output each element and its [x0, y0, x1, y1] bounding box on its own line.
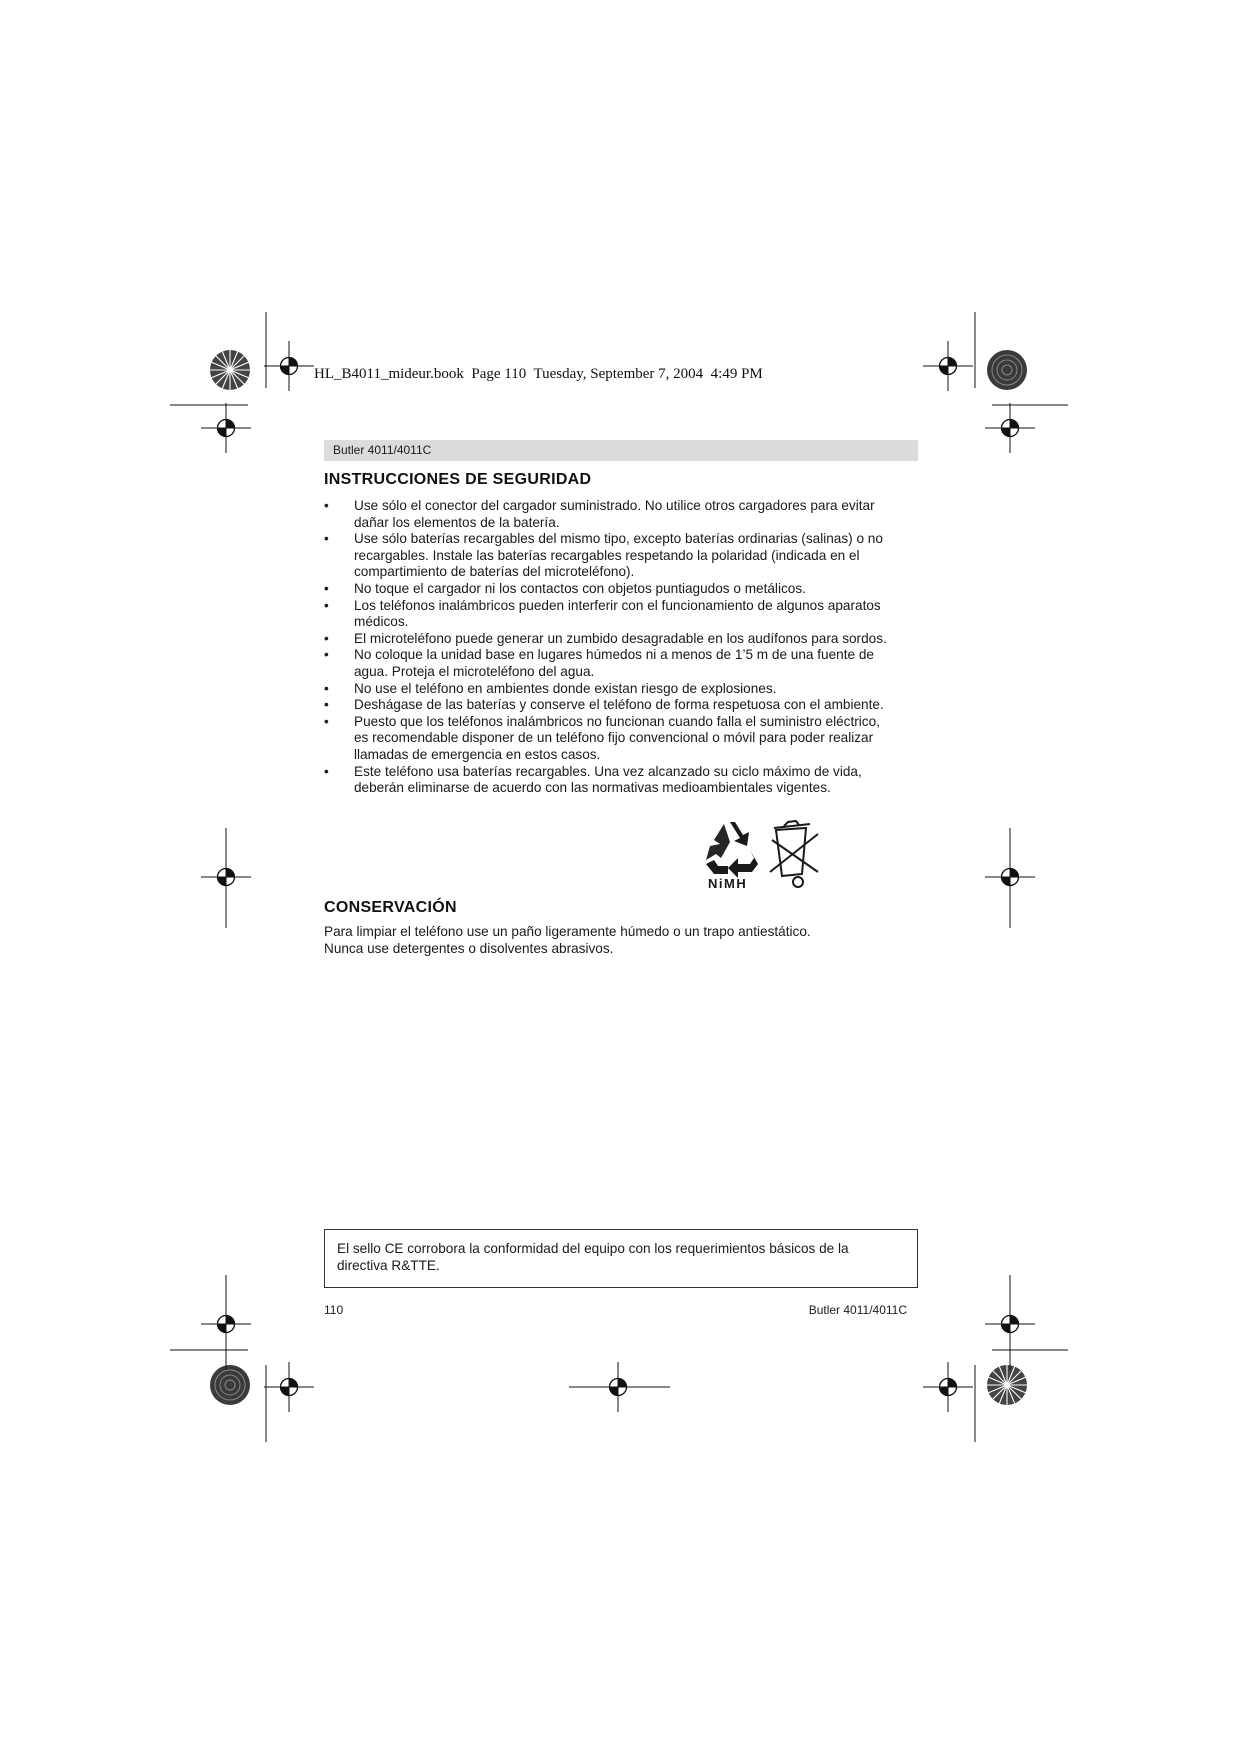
page-number: 110 — [324, 1303, 344, 1317]
slug-date: Tuesday, September 7, 2004 — [533, 366, 704, 382]
bullet: • — [324, 680, 329, 696]
safety-list — [324, 498, 924, 797]
bullet: • — [324, 630, 329, 646]
bullet: • — [324, 531, 329, 547]
bullet: • — [324, 647, 329, 663]
list-item: • Los teléfonos inalámbricos pueden interferir con el funcionamiento de algunos aparatos médicos. — [324, 597, 881, 630]
list-item: • Deshágase de las baterías y conserve el teléfono de forma respetuosa con el ambiente. — [324, 697, 884, 713]
slug-page: Page 110 — [471, 366, 527, 382]
bullet: • — [324, 713, 329, 729]
list-item: • No use el teléfono en ambientes donde existan riesgo de explosiones. — [324, 680, 777, 696]
list-item: • Use sólo el conector del cargador suministrado. No utilice otros cargadores para evitar dañar los elementos de la batería. — [324, 498, 875, 530]
bullet: • — [324, 697, 329, 713]
bullet: • — [324, 763, 329, 779]
crossed-bin-icon — [770, 821, 818, 887]
print-slug — [314, 366, 763, 383]
running-header — [324, 440, 918, 461]
list-item: • El microteléfono puede generar un zumbido desagradable en los audífonos para sordos. — [324, 630, 887, 646]
header-product: Butler 4011/4011C — [333, 443, 432, 457]
disposal-symbols — [700, 820, 830, 892]
maintenance-text: Para limpiar el teléfono use un paño ligeramente húmedo o un trapo antiestático. Nunca use detergentes o disolventes abrasivos. — [324, 924, 811, 956]
footer-product: Butler 4011/4011C — [808, 1303, 907, 1317]
recycle-icon — [706, 822, 758, 878]
list-item: • No toque el cargador ni los contactos con objetos puntiagudos o metálicos. — [324, 580, 806, 596]
ce-notice-box: El sello CE corrobora la conformidad del equipo con los requerimientos básicos de la directiva R&TTE. — [324, 1229, 918, 1288]
battery-type-label: NiMH — [708, 876, 748, 891]
slug-file: HL_B4011_mideur.book — [314, 366, 464, 382]
list-item: • No coloque la unidad base en lugares húmedos ni a menos de 1’5 m de una fuente de agua. Proteja el microteléfono del agua. — [324, 647, 874, 679]
safety-title: INSTRUCCIONES DE SEGURIDAD — [324, 471, 592, 488]
bullet: • — [324, 580, 329, 596]
list-item: • Use sólo baterías recargables del mismo tipo, excepto baterías ordinarias (salinas) o no recargables. Instale las baterías recargables respetando la polaridad (indicada en el compartimiento de baterías del microteléfono). — [324, 531, 883, 580]
list-item: • Puesto que los teléfonos inalámbricos no funcionan cuando falla el suministro eléctrico, es recomendable disponer de un teléfono fijo convencional o móvil para poder realizar llamadas de emergencia en estos casos. — [324, 713, 880, 762]
bullet: • — [324, 597, 329, 613]
maintenance-title: CONSERVACIÓN — [324, 899, 457, 916]
bullet: • — [324, 498, 329, 513]
slug-time: 4:49 PM — [710, 366, 763, 382]
list-item: • Este teléfono usa baterías recargables. Una vez alcanzado su ciclo máximo de vida, deberán eliminarse de acuerdo con las normativas medioambientales vigentes. — [324, 763, 862, 796]
